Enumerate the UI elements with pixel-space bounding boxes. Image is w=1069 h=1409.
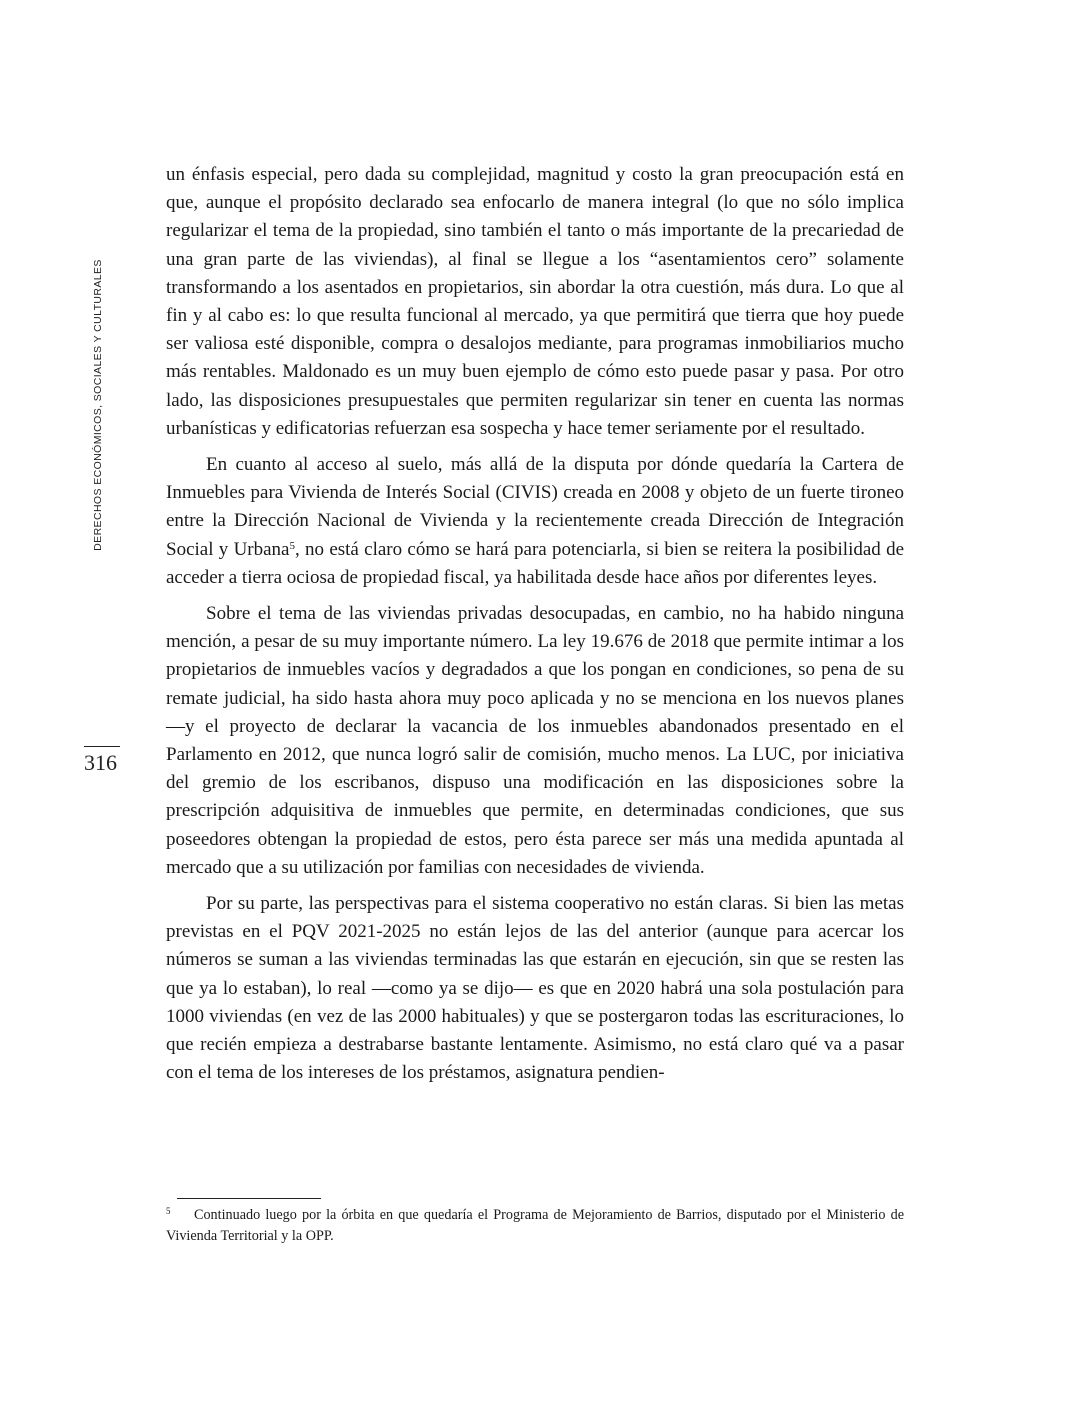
running-section-title: DERECHOS ECONÓMICOS, SOCIALES Y CULTURALES <box>92 259 104 551</box>
footnote-text: Continuado luego por la órbita en que quedaría el Programa de Mejoramiento de Barrios, disputado por el Ministerio de Vivienda Territorial y la OPP. <box>166 1207 904 1244</box>
footnote: 5 Continuado luego por la órbita en que quedaría el Programa de Mejoramiento de Barrios, disputado por el Ministerio de Vivienda Territorial y la OPP. <box>166 1206 904 1244</box>
body-text <box>166 161 904 1096</box>
paragraph-3: Sobre el tema de las viviendas privadas desocupadas, en cambio, no ha habido ninguna mención, a pesar de su muy importante número. La ley 19.676 de 2018 que permite intimar a los propietarios de inmuebles vacíos y degradados a que los pongan en condiciones, so pena de su remate judicial, ha sido hasta ahora muy poco aplicada y no se menciona en los nuevos planes —y el proyecto de declarar la vacancia de los inmuebles abandonados presentado en el Parlamento en 2012, que nunca logró salir de comisión, mucho menos. La LUC, por iniciativa del gremio de los escribanos, dispuso una modificación en las disposiciones sobre la prescripción adquisitiva de inmuebles que permite, en determinadas condiciones, que sus poseedores obtengan la propiedad de estos, pero ésta parece ser más una medida apuntada al mercado que a su utilización por familias con necesidades de vivienda. <box>166 603 904 878</box>
paragraph-4: Por su parte, las perspectivas para el sistema cooperativo no están claras. Si bien las metas previstas en el PQV 2021-2025 no están lejos de las del anterior (aunque para acercar los números se suman a las viviendas terminadas las que estarán en ejecución, sin que se resten las que ya lo estaban), lo real —como ya se dijo— es que en 2020 habrá una sola postulación para 1000 viviendas (en vez de las 2000 habituales) y que se postergaron todas las escrituraciones, lo que recién empieza a destrabarse bastante lentamente. Asimismo, no está claro qué va a pasar con el tema de los intereses de los préstamos, asignatura pendien- <box>166 893 904 1084</box>
page-number: 316 <box>84 750 117 775</box>
page-number-rule <box>84 746 120 747</box>
paragraph-1: un énfasis especial, pero dada su complejidad, magnitud y costo la gran preocupación está en que, aunque el propósito declarado sea enfocarlo de manera integral (lo que no sólo implica regularizar el tema de la propiedad, sino también el tanto o más importante de la precariedad de una gran parte de las viviendas), al final se llegue a los “asentamientos cero” solamente transformando a los asentados en propietarios, sin abordar la otra cuestión, más dura. Lo que al fin y al cabo es: lo que resulta funcional al mercado, ya que permitirá que tierra que hoy puede ser valiosa esté disponible, compra o desalojos mediante, para programas inmobiliarios mucho más rentables. Maldonado es un muy buen ejemplo de cómo esto puede pasar y pasa. Por otro lado, las disposiciones presupuestales que permiten regularizar sin tener en cuenta las normas urbanísticas y edificatorias refuerzan esa sospecha y hace temer seriamente por el resultado. <box>166 164 904 439</box>
footnote-separator <box>177 1198 321 1199</box>
footnote-reference: 5 <box>289 539 295 552</box>
paragraph-2-text: En cuanto al acceso al suelo, más allá de la disputa por dónde quedaría la Cartera de Inmuebles para Vivienda de Interés Social (CIVIS) creada en 2008 y objeto de un fuerte tironeo entre la Dirección Nacional de Vivienda y la recientemente creada Dirección de Integración Social y Urbana <box>166 454 904 560</box>
paragraph-2-continuation: , no está claro cómo se hará para potenciarla, si bien se reitera la posibilidad de acceder a tierra ociosa de propiedad fiscal, ya habilitada desde hace años por diferentes leyes. <box>166 538 905 588</box>
paragraph-2 <box>166 451 904 592</box>
